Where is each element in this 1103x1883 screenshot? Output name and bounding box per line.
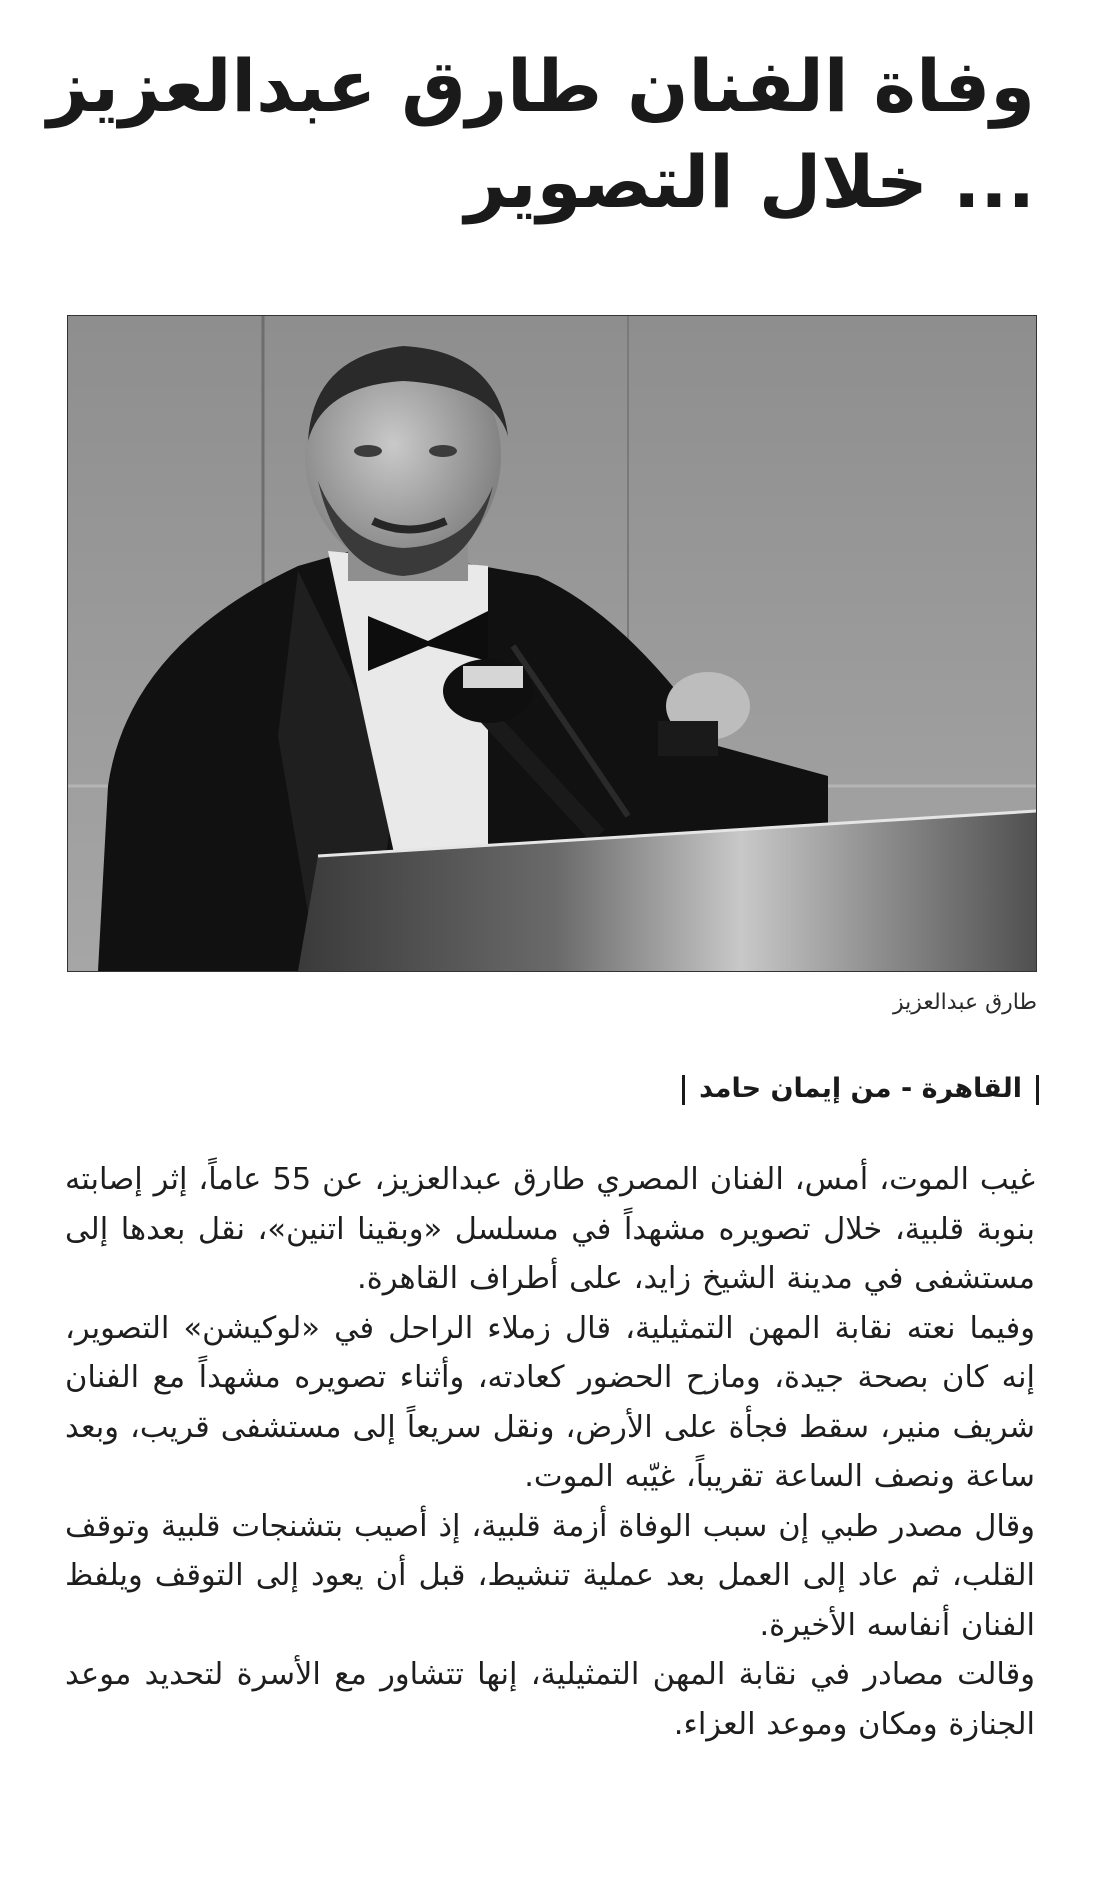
byline [668, 1069, 1053, 1109]
paragraph: وقالت مصادر في نقابة المهن التمثيلية، إنها تتشاور مع الأسرة لتحديد موعد الجنازة ومكان وموعد العزاء. [65, 1657, 1035, 1742]
paragraph: وقال مصدر طبي إن سبب الوفاة أزمة قلبية، إذ أصيب بتشنجات قلبية وتوقف القلب، ثم عاد إلى العمل بعد عملية تنشيط، قبل أن يعود إلى التوقف ويلفظ الفنان أنفاسه الأخيرة. [65, 1508, 1035, 1643]
article-photo [67, 315, 1037, 972]
paragraph: وفيما نعته نقابة المهن التمثيلية، قال زملاء الراحل في «لوكيشن» التصوير، إنه كان بصحة جيدة، ومازح الحضور كعادته، وأثناء تصويره مشهداً مع الفنان شريف منير، سقط فجأة على الأرض، ونقل سريعاً إلى مستشفى قريب، وبعد ساعة ونصف الساعة تقريباً، غيّبه الموت. [65, 1310, 1035, 1494]
byline-bar-right [1036, 1075, 1039, 1105]
article-body [65, 1155, 1035, 1749]
headline-line-2: ... خلال التصوير [464, 140, 1035, 224]
byline-bar-left [682, 1075, 685, 1105]
photo-caption: طارق عبدالعزيز [892, 990, 1037, 1015]
headline-line-1: وفاة الفنان طارق عبدالعزيز [47, 44, 1035, 128]
paragraph: غيب الموت، أمس، الفنان المصري طارق عبدالعزيز، عن 55 عاماً، إثر إصابته بنوبة قلبية، خلال تصويره مشهداً في مسلسل «وبقينا اتنين»، نقل بعدها إلى مستشفى في مدينة الشيخ زايد، على أطراف القاهرة. [65, 1162, 1035, 1296]
byline-text: القاهرة - من إيمان حامد [699, 1073, 1022, 1104]
article-headline [47, 38, 1035, 230]
